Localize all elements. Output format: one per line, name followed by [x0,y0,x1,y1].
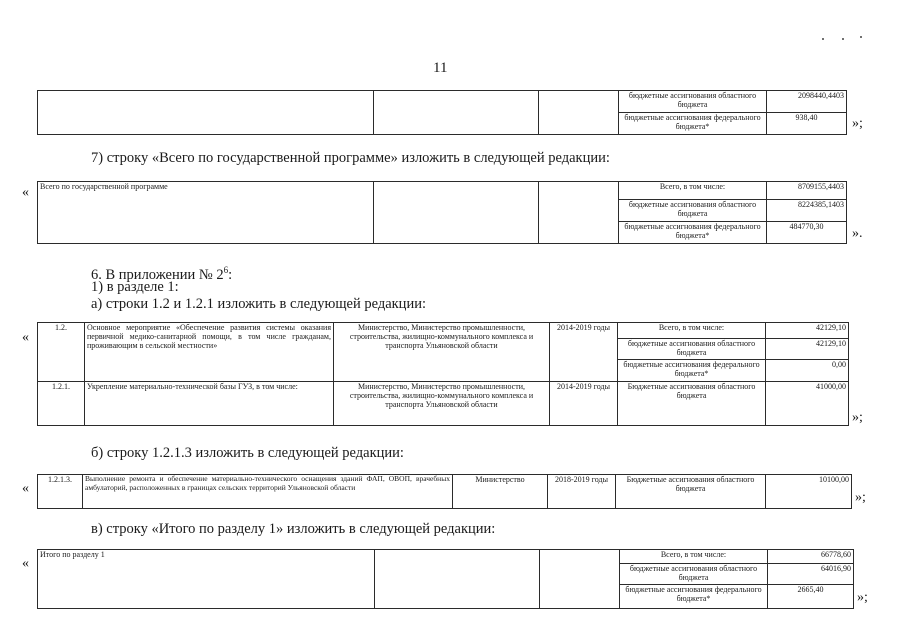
paragraph-1: 1) в разделе 1: [91,279,179,295]
opening-quote: « [22,185,29,200]
paragraph-v: в) строку «Итого по разделу 1» изложить в следующей редакции: [91,521,496,537]
blank-cell [539,182,619,244]
funding-value: 2098440,4403 [767,91,847,113]
row-number: 1.2.1.3. [38,475,83,509]
funding-label: бюджетные ассигнования федерального бюджета* [620,585,768,609]
opening-quote: « [22,481,29,496]
row-title: Итого по разделу 1 [38,550,375,609]
blank-cell [38,91,374,135]
funding-value: 484770,30 [767,222,847,244]
row-name: Укрепление материально-технической базы ГУЗ, в том числе: [85,382,334,426]
funding-value: 64016,90 [768,564,854,585]
funding-label: бюджетные ассигнования областного бюджета [618,339,766,360]
row-number: 1.2.1. [38,382,85,426]
funding-value: 8224385,1403 [767,200,847,222]
table-1-2-1-3 [37,474,852,509]
funding-label: бюджетные ассигнования федерального бюджета* [619,113,767,135]
funding-label: бюджетные ассигнования федерального бюджета* [618,360,766,382]
blank-cell [539,91,619,135]
blank-cell [375,550,540,609]
row-executor: Министерство, Министерство промышленности, строительства, жилищно-коммунального комплекса и транспорта Ульяновской области [334,323,550,382]
closing-quote: »; [852,116,863,131]
scan-speck [842,38,844,40]
scan-speck [822,38,824,40]
paragraph-a: а) строки 1.2 и 1.2.1 изложить в следующей редакции: [91,296,426,312]
funding-value: 938,40 [767,113,847,135]
paragraph-7: 7) строку «Всего по государственной программе» изложить в следующей редакции: [91,150,610,166]
row-name: Выполнение ремонта и обеспечение материально-технического оснащения зданий ФАП, ОВОП, врачебных амбулаторий, расположенных в границах сельских территорий Ульяновской области [83,475,453,509]
closing-quote: ». [852,226,863,241]
blank-cell [374,91,539,135]
closing-quote: »; [855,490,866,505]
funding-label: бюджетные ассигнования областного бюджета [620,564,768,585]
top-table [37,90,847,135]
opening-quote: « [22,330,29,345]
row-number: 1.2. [38,323,85,382]
total-table [37,181,847,244]
funding-label: бюджетные ассигнования областного бюджета [619,200,767,222]
paragraph-6-colon: : [228,266,233,283]
funding-value: 41000,00 [766,382,849,426]
page-number: 11 [433,60,448,76]
funding-label: Бюджетные ассигнования областного бюджета [618,382,766,426]
funding-label: Всего, в том числе: [619,182,767,200]
funding-value: 42129,10 [766,323,849,339]
row-years: 2014-2019 годы [550,323,618,382]
closing-quote: »; [857,590,868,605]
funding-label: бюджетные ассигнования федерального бюджета* [619,222,767,244]
funding-label: Бюджетные ассигнования областного бюджета [616,475,766,509]
funding-value: 8709155,4403 [767,182,847,200]
row-title: Всего по государственной программе [38,182,374,244]
funding-label: Всего, в том числе: [620,550,768,564]
scan-speck [860,36,862,38]
funding-label: бюджетные ассигнования областного бюджета [619,91,767,113]
row-name: Основное мероприятие «Обеспечение развития системы оказания первичной медико-санитарной помощи, в том числе гражданам, проживающим в сельской местности» [85,323,334,382]
funding-label: Всего, в том числе: [618,323,766,339]
blank-cell [374,182,539,244]
row-executor: Министерство, Министерство промышленности, строительства, жилищно-коммунального комплекса и транспорта Ульяновской области [334,382,550,426]
funding-value: 2665,40 [768,585,854,609]
funding-value: 10100,00 [766,475,852,509]
blank-cell [540,550,620,609]
paragraph-b: б) строку 1.2.1.3 изложить в следующей редакции: [91,445,404,461]
paragraph-6-sup: 6 [223,265,229,275]
row-years: 2014-2019 годы [550,382,618,426]
itogo-table [37,549,854,609]
row-years: 2018-2019 годы [548,475,616,509]
funding-value: 0,00 [766,360,849,382]
funding-value: 42129,10 [766,339,849,360]
opening-quote: « [22,556,29,571]
paragraph-6-text: 6. В приложении № 2 [91,266,224,283]
closing-quote: »; [852,410,863,425]
table-1-2 [37,322,849,426]
funding-value: 66778,60 [768,550,854,564]
row-executor: Министерство [453,475,548,509]
